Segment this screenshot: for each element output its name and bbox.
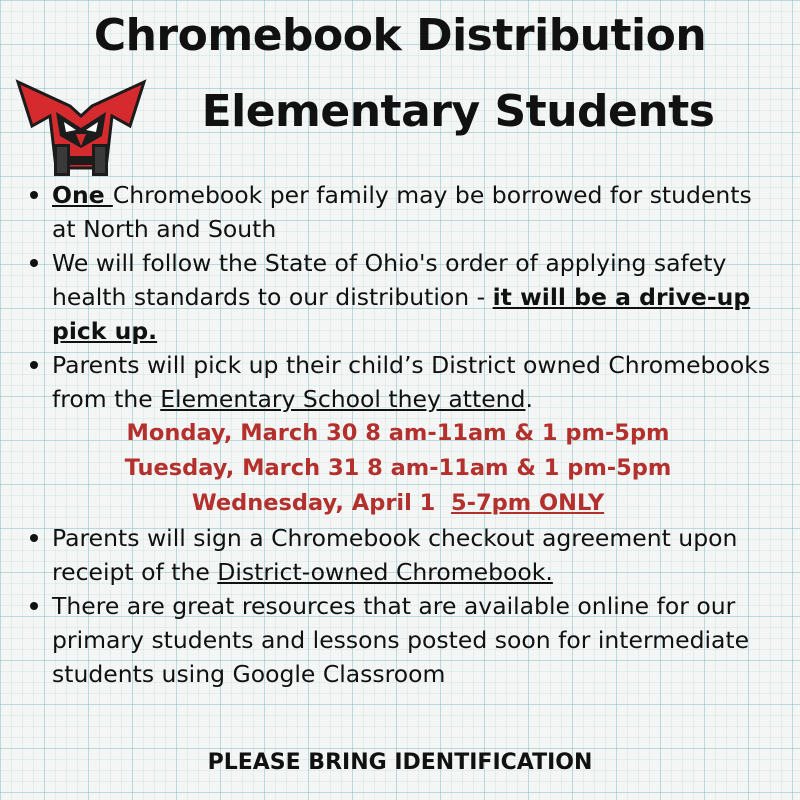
list-item-resources	[28, 589, 778, 691]
district-owned-emphasis: District-owned Chromebook.	[217, 558, 553, 586]
list-item-one-per-family	[28, 178, 778, 246]
drive-up-emphasis: it will be a drive-up pick up.	[52, 283, 751, 345]
info-list	[28, 178, 778, 416]
bullet-text: We will follow the State of Ohio's order of applying safety health standards to our distribution -	[52, 249, 727, 311]
flyer-body	[28, 178, 778, 691]
bullet-text: Chromebook per family may be borrowed for students at North and South	[52, 181, 752, 243]
list-item-agreement	[28, 521, 778, 589]
title-line-1: Chromebook Distribution	[93, 10, 707, 61]
bullet-text: There are great resources that are available online for our primary students and lessons posted soon for intermediate students using Google Classroom	[52, 592, 750, 688]
bullet-text: Parents will pick up their child’s District owned Chromebooks from the	[52, 351, 771, 413]
pickup-schedule	[18, 416, 778, 521]
list-item-safety	[28, 246, 778, 348]
list-item-pickup: Parents will pick up their child’s District owned Chromebooks from the Elementary School they attend.	[28, 348, 778, 416]
school-emphasis: Elementary School they attend	[160, 385, 526, 413]
schedule-monday: Monday, March 30 8 am-11am & 1 pm-5pm	[126, 420, 670, 446]
one-emphasis: One	[52, 181, 113, 209]
school-logo-icon	[14, 72, 148, 180]
footer-notice: PLEASE BRING IDENTIFICATION	[207, 750, 593, 775]
schedule-wednesday: Wednesday, April 1 5-7pm ONLY	[191, 490, 605, 516]
info-list-2	[28, 521, 778, 691]
schedule-tuesday: Tuesday, March 31 8 am-11am & 1 pm-5pm	[124, 455, 672, 481]
bullet-text: Parents will sign a Chromebook checkout agreement upon receipt of the	[52, 524, 738, 586]
wednesday-time: 5-7pm ONLY	[451, 490, 605, 516]
title-line-2: Elementary Students	[201, 86, 715, 137]
